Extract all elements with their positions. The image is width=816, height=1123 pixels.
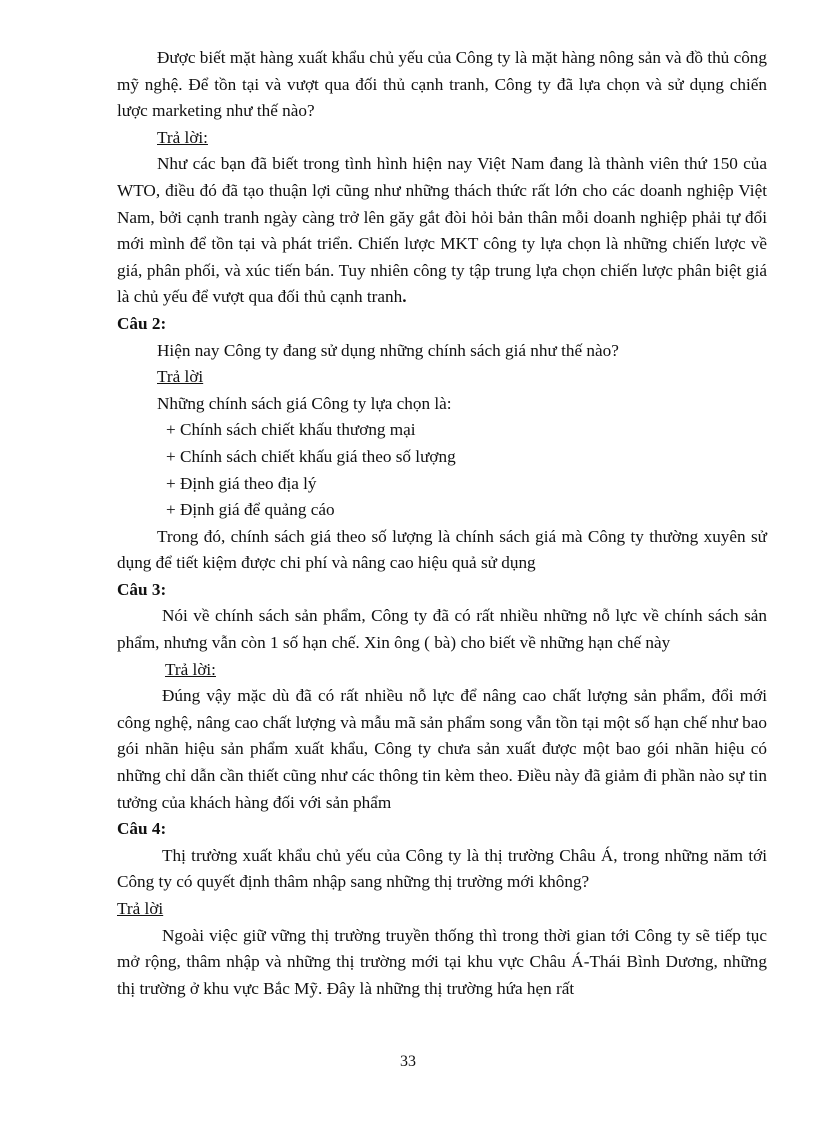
answer-3-text: Đúng vậy mặc dù đã có rất nhiều nỗ lực để nâng cao chất lượng sản phẩm, đổi mới công nghệ, nâng cao chất lượng và mẫu mã sản phẩm song vẫn tồn tại một số hạn chế như bao gói nhãn hiệu sản phẩm xuất khẩu, Công ty chưa sản xuất được một bao gói nhãn hiệu có những chỉ dẫn cần thiết cũng như các thông tin kèm theo. Điều này đã giảm đi phần nào sự tin tưởng của khách hàng đối với sản phẩm (117, 686, 767, 812)
answer-1-text: Như các bạn đã biết trong tình hình hiện nay Việt Nam đang là thành viên thứ 150 của WTO, điều đó đã tạo thuận lợi cũng như những thách thức rất lớn cho các doanh nghiệp Việt Nam, bởi cạnh tranh ngày càng trở lên găy gắt đòi hỏi bản thân mỗi doanh nghiệp phải tự đổi mới mình để tồn tại và phát triển. Chiến lược MKT công ty lựa chọn là những chiến lược về giá, phân phối, và xúc tiến bán. Tuy nhiên công ty tập trung lựa chọn chiến lược phân biệt giá là chủ yếu để vượt qua đối thủ cạnh tranh. (117, 154, 767, 307)
question-3-text: Nói về chính sách sản phẩm, Công ty đã có rất nhiều những nỗ lực về chính sách sản phẩm, nhưng vẫn còn 1 số hạn chế. Xin ông ( bà) cho biết về những hạn chế này (117, 606, 767, 653)
answer-4-text: Ngoài việc giữ vững thị trường truyền thống thì trong thời gian tới Công ty sẽ tiếp tục mở rộng, thâm nhập và những thị trường mới tại khu vực Châu Á-Thái Bình Dương, những thị trường ở khu vực Bắc Mỹ. Đây là những thị trường hứa hẹn rất (117, 925, 767, 998)
question-4-heading: Câu 4: (117, 819, 167, 839)
price-policy-item: + Định giá theo địa lý (166, 473, 317, 493)
document-page (117, 45, 767, 1002)
question-4-text: Thị trường xuất khẩu chủ yếu của Công ty là thị trường Châu Á, trong những năm tới Công ty có quyết định thâm nhập sang những thị trường mới không? (117, 845, 767, 892)
price-policy-item: + Chính sách chiết khấu thương mại (166, 420, 416, 440)
price-policy-item: + Định giá để quảng cáo (166, 500, 335, 520)
question-2-heading: Câu 2: (117, 313, 167, 333)
question-1-text: Được biết mặt hàng xuất khẩu chủ yếu của Công ty là mặt hàng nông sản và đồ thủ công mỹ nghệ. Để tồn tại và vượt qua đối thủ cạnh tranh, Công ty đã lựa chọn và sử dụng chiến lược marketing như thế nào? (117, 48, 767, 121)
question-3-heading: Câu 3: (117, 579, 167, 599)
answer-2-label: Trả lời (157, 367, 204, 387)
price-policy-item: + Chính sách chiết khấu giá theo số lượng (166, 446, 456, 466)
answer-1-label: Trả lời: (157, 127, 208, 147)
answer-4-label: Trả lời (117, 899, 164, 918)
answer-2-intro: Những chính sách giá Công ty lựa chọn là: (157, 393, 452, 413)
answer-3-label: Trả lời: (165, 659, 216, 679)
question-2-text: Hiện nay Công ty đang sử dụng những chính sách giá như thế nào? (157, 340, 619, 360)
page-number: 33 (400, 1053, 416, 1070)
answer-2-text: Trong đó, chính sách giá theo số lượng là chính sách giá mà Công ty thường xuyên sử dụng để tiết kiệm được chi phí và nâng cao hiệu quả sử dụng (117, 526, 767, 573)
